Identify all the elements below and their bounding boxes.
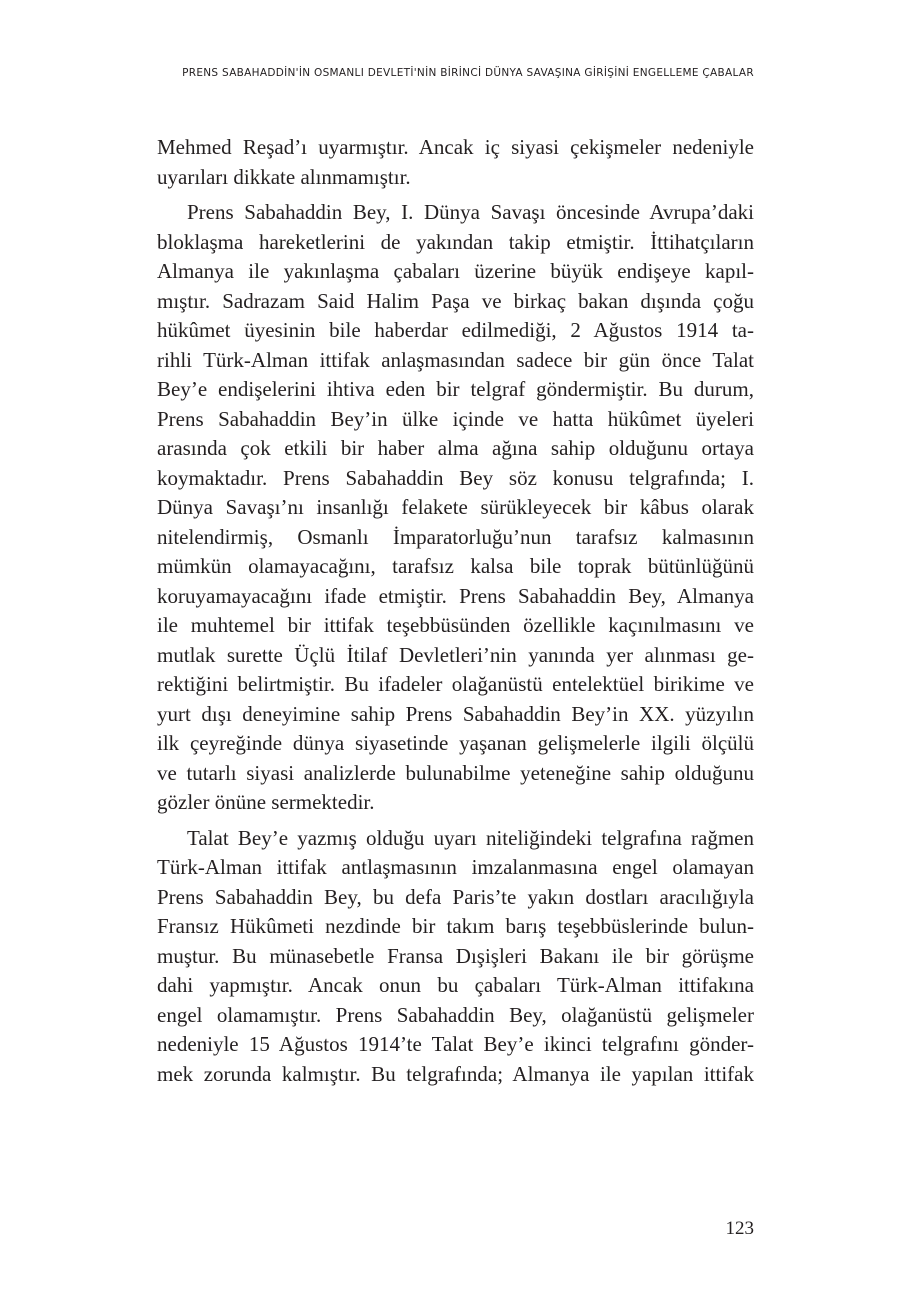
text-line: ilk çeyreğinde dünya siyasetinde yaşanan gelişmelerle ilgili ölçülü: [157, 731, 754, 755]
paragraph: [157, 133, 754, 192]
body-text: [157, 133, 754, 1089]
text-line: dahi yapmıştır. Ancak onun bu çabaları Türk-Alman ittifakına: [157, 973, 754, 997]
text-line: Türk-Alman ittifak antlaşmasının imzalanmasına engel olamayan: [157, 855, 754, 879]
text-line: Dünya Savaşı’nı insanlığı felakete sürükleyecek bir kâbus olarak: [157, 495, 754, 519]
text-line: Prens Sabahaddin Bey, I. Dünya Savaşı öncesinde Avrupa’daki: [187, 200, 754, 224]
text-line: Talat Bey’e yazmış olduğu uyarı niteliğindeki telgrafına rağmen: [187, 825, 754, 850]
running-header: PRENS SABAHADDİN'İN OSMANLI DEVLETİ'NİN BİRİNCİ DÜNYA SAVAŞINA GİRİŞİNİ ENGELLEME ÇABALAR: [182, 67, 754, 79]
paragraph: [157, 824, 754, 1090]
text-line: uyarıları dikkate alınmamıştır.: [157, 164, 411, 189]
text-line: mutlak surette Üçlü İtilaf Devletleri’nin yanında yer alınması ge-: [157, 642, 754, 667]
text-line: yurt dışı deneyimine sahip Prens Sabahaddin Bey’in XX. yüzyılın: [157, 701, 754, 726]
text-line: Prens Sabahaddin Bey, bu defa Paris’te yakın dostları aracılığıyla: [157, 884, 754, 909]
text-line: engel olamamıştır. Prens Sabahaddin Bey, olağanüstü gelişmeler: [157, 1002, 754, 1027]
text-line: rektiğini belirtmiştir. Bu ifadeler olağanüstü entelektüel birikime ve: [157, 672, 754, 696]
text-line: ile muhtemel bir ittifak teşebbüsünden özellikle kaçınılmasını ve: [157, 613, 754, 637]
text-line: Bey’e endişelerini ihtiva eden bir telgraf göndermiştir. Bu durum,: [157, 377, 754, 401]
page-number: 123: [725, 1218, 754, 1239]
text-line: Fransız Hükûmeti nezdinde bir takım barış teşebbüslerinde bulun-: [157, 914, 754, 938]
text-line: koymaktadır. Prens Sabahaddin Bey söz konusu telgrafında; I.: [157, 465, 754, 490]
text-line: mümkün olamayacağını, tarafsız kalsa bile toprak bütünlüğünü: [157, 554, 754, 578]
text-line: ve tutarlı siyasi analizlerde bulunabilme yeteneğine sahip olduğunu: [157, 760, 754, 785]
text-line: muştur. Bu münasebetle Fransa Dışişleri Bakanı ile bir görüşme: [157, 943, 754, 968]
text-line: gözler önüne sermektedir.: [157, 790, 375, 814]
text-line: nitelendirmiş, Osmanlı İmparatorluğu’nun tarafsız kalmasının: [157, 524, 754, 549]
paragraph: [157, 198, 754, 818]
text-line: rihli Türk-Alman ittifak anlaşmasından sadece bir gün önce Talat: [157, 347, 754, 372]
text-line: nedeniyle 15 Ağustos 1914’te Talat Bey’e ikinci telgrafını gönder-: [157, 1032, 754, 1056]
text-line: bloklaşma hareketlerini de yakından takip etmiştir. İttihatçıların: [157, 229, 754, 254]
text-line: arasında çok etkili bir haber alma ağına sahip olduğunu ortaya: [157, 436, 754, 460]
text-line: koruyamayacağını ifade etmiştir. Prens Sabahaddin Bey, Almanya: [157, 583, 754, 608]
text-line: hükûmet üyesinin bile haberdar edilmediği, 2 Ağustos 1914 ta-: [157, 318, 754, 342]
text-line: Almanya ile yakınlaşma çabaları üzerine büyük endişeye kapıl-: [157, 259, 754, 283]
text-line: mek zorunda kalmıştır. Bu telgrafında; Almanya ile yapılan ittifak: [157, 1061, 754, 1086]
text-line: Prens Sabahaddin Bey’in ülke içinde ve hatta hükûmet üyeleri: [157, 406, 754, 431]
text-line: Mehmed Reşad’ı uyarmıştır. Ancak iç siyasi çekişmeler nedeniyle: [157, 135, 754, 159]
text-line: mıştır. Sadrazam Said Halim Paşa ve birkaç bakan dışında çoğu: [157, 288, 754, 313]
